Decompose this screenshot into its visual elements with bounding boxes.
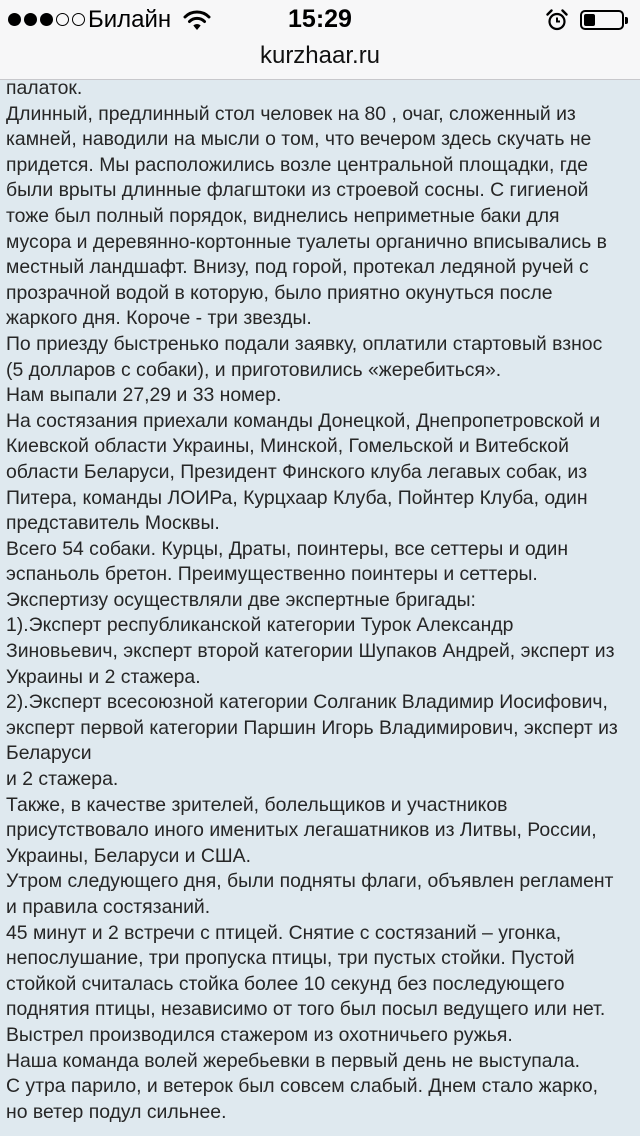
article-line: эспаньоль бретон. Преимущественно поинтеры и сеттеры. [6, 563, 538, 586]
article-line: 45 минут и 2 встречи с птицей. Снятие с состязаний – угонка, [6, 921, 562, 944]
article-line: С утра парило, и ветерок был совсем слабый. Днем стало жарко, [6, 1075, 599, 1098]
article-line: Экспертизу осуществляли две экспертные бригады: [6, 588, 476, 611]
article-line: Нам выпали 27,29 и 33 номер. [6, 384, 282, 407]
article-line: Выстрел производился стажером из охотничьего ружья. [6, 1023, 513, 1046]
article-line: Украины, Беларуси и США. [6, 844, 251, 867]
article-line: Наша команда волей жеребьевки в первый день не выступала. [6, 1049, 581, 1072]
browser-top-bar [0, 0, 640, 80]
article-line: Также, в качестве зрителей, болельщиков и участников [6, 793, 508, 816]
article-line: Зиновьевич, эксперт второй категории Шупаков Андрей, эксперт из [6, 640, 615, 663]
article-line: Длинный, предлинный стол человек на 80 , очаг, сложенный из [6, 102, 576, 125]
article-line: Всего 54 собаки. Курцы, Драты, поинтеры, все сеттеры и один [6, 537, 569, 560]
alarm-clock-icon [546, 9, 568, 31]
article-line: но ветер подул сильнее. [6, 1100, 227, 1123]
article-line: местный ландшафт. Внизу, под горой, протекал ледяной ручей с [6, 256, 589, 279]
article-line: По приезду быстренько подали заявку, оплатили стартовый взнос [6, 332, 603, 355]
article-line: поднятия птицы, независимо от того был посыл ведущего или нет. [6, 998, 606, 1021]
article-text [6, 76, 634, 1125]
article-line: 2).Эксперт всесоюзной категории Солганик Владимир Иосифович, [6, 691, 608, 714]
article-line: Питера, команды ЛОИРа, Курцхаар Клуба, Пойнтер Клуба, один [6, 486, 588, 509]
article-line: Украины и 2 стажера. [6, 665, 201, 688]
article-line: На состязания приехали команды Донецкой, Днепропетровской и [6, 409, 601, 432]
battery-icon [580, 10, 624, 30]
article-line: Киевской области Украины, Минской, Гомельской и Витебской [6, 435, 569, 458]
article-line: (5 долларов с собаки), и приготовились «жеребиться». [6, 358, 502, 381]
article-line: жаркого дня. Короче - три звезды. [6, 307, 312, 330]
article-line: стойкой считалась стойка более 10 секунд без последующего [6, 972, 565, 995]
article-line: 1).Эксперт республиканской категории Турок Александр [6, 614, 514, 637]
clock: 15:29 [288, 5, 352, 33]
article-line: палаток. [6, 77, 83, 99]
carrier-name: Билайн [88, 6, 172, 33]
article-line: непослушание, три пропуска птицы, три пустых стойки. Пустой [6, 947, 575, 970]
article-line: эксперт первой категории Паршин Игорь Владимирович, эксперт из [6, 716, 618, 739]
article-line: были врыты длинные флагштоки из строевой сосны. С гигиеной [6, 179, 589, 202]
article-line: придется. Мы расположились возле центральной площадки, где [6, 153, 589, 176]
article-line: камней, наводили на мысли о том, что вечером здесь скучать не [6, 128, 592, 151]
article-line: и 2 стажера. [6, 768, 119, 791]
article-line: области Беларуси, Президент Финского клуба легавых собак, из [6, 460, 588, 483]
status-bar [0, 0, 640, 40]
article-line: и правила состязаний. [6, 896, 211, 918]
article-line: Беларуси [6, 742, 92, 765]
article-line: мусора и деревянно-кортонные туалеты органично вписывались в [6, 230, 607, 253]
article-line: представитель Москвы. [6, 512, 220, 535]
article-line: прозрачной водой в которую, было приятно окунуться после [6, 281, 553, 304]
article-line: присутствовало иного именитых легашатников из Литвы, России, [6, 819, 597, 842]
address-bar[interactable]: kurzhaar.ru [259, 42, 381, 69]
article-line: тоже был полный порядок, виднелись неприметные баки для [6, 204, 560, 227]
article-line: Утром следующего дня, были подняты флаги, объявлен регламент [6, 870, 614, 893]
